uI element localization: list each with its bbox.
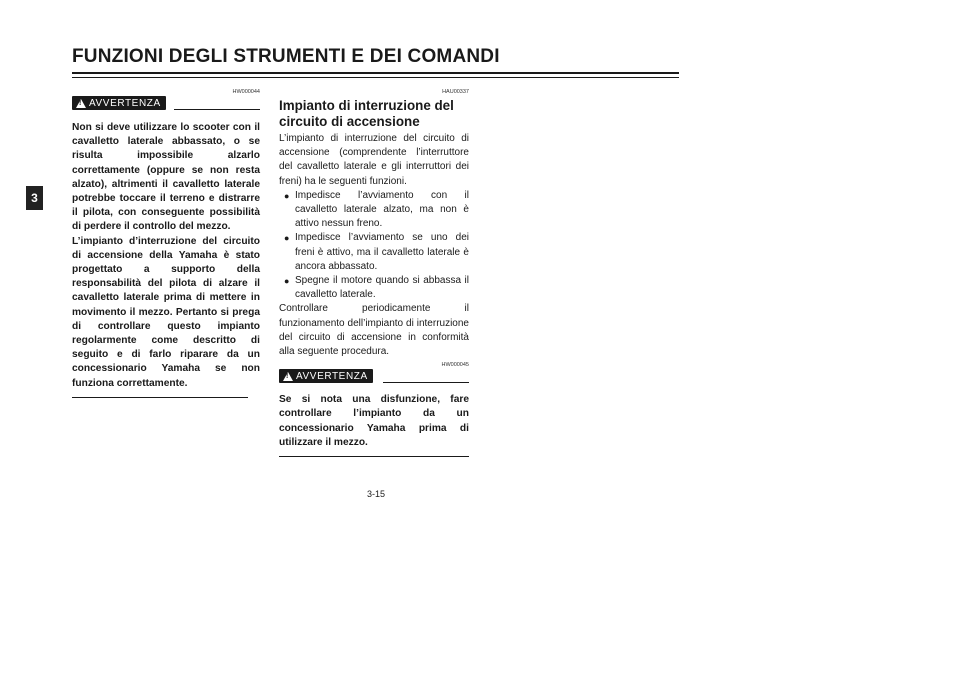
list-item: ● Spegne il motore quando si abbassa il cavalletto laterale. bbox=[284, 275, 469, 301]
warning-end-rule bbox=[279, 456, 469, 457]
section-code: HAU00337 bbox=[442, 89, 469, 95]
warning-label: AVVERTENZA bbox=[89, 97, 161, 109]
warning-paragraph: Se si nota una disfunzione, fare controllare l’impianto da un concessionario Yamaha prima di utilizzare il mezzo. bbox=[279, 394, 469, 448]
warning-paragraph: Non si deve utilizzare lo scooter con il cavalletto laterale abbassato, o se risulta impossibile alzarlo correttamente (oppure se non resta alzato), altrimenti il cavalletto laterale potrebbe toccare il terreno e distrarre il pilota, con conseguente possibilità di perdere il controllo del mezzo. bbox=[72, 122, 260, 233]
warning-label: AVVERTENZA bbox=[296, 370, 368, 382]
middle-column bbox=[279, 88, 469, 457]
chapter-tab: 3 bbox=[26, 186, 43, 210]
warning-header-rule bbox=[174, 109, 260, 110]
title-rule-thick bbox=[72, 72, 679, 74]
list-item: ● Impedisce l’avviamento con il cavalletto laterale alzato, ma non è attivo nessun freno. bbox=[284, 189, 469, 230]
warning-code: HW000045 bbox=[441, 362, 469, 369]
page-number: 3-15 bbox=[367, 489, 386, 499]
bullet-icon: ● bbox=[284, 233, 290, 244]
warning-triangle-icon bbox=[283, 372, 293, 381]
function-list bbox=[279, 189, 469, 303]
section-intro: L’impianto di interruzione del circuito di accensione (comprendente l’interruttore del cavalletto laterale e gli interruttori dei freni) ha le seguenti funzioni. bbox=[279, 133, 469, 187]
bullet-icon: ● bbox=[284, 190, 290, 201]
warning-header bbox=[279, 369, 469, 385]
title-rule-thin bbox=[72, 77, 679, 78]
warning-header-rule bbox=[383, 382, 469, 383]
warning-header bbox=[72, 96, 260, 112]
warning-triangle-icon bbox=[76, 99, 86, 108]
page-title: FUNZIONI DEGLI STRUMENTI E DEI COMANDI bbox=[72, 46, 500, 67]
list-item: ● Impedisce l’avviamento se uno dei freni è attivo, ma il cavalletto laterale è ancora abbassato. bbox=[284, 232, 469, 272]
bullet-icon: ● bbox=[284, 276, 290, 287]
warning-badge bbox=[279, 369, 373, 383]
warning-paragraph: L’impianto d’interruzione del circuito di accensione della Yamaha è stato progettato a supporto della responsabilità del pilota di alzare il cavalletto laterale prima di mettere in movimento il mezzo. Pertanto si prega di controllare questo impianto regolarmente come descritto di seguito e di farlo riparare da un concessionario Yamaha se non funziona correttamente. bbox=[72, 235, 260, 389]
warning-end-rule bbox=[72, 397, 248, 398]
warning-badge bbox=[72, 96, 166, 110]
section-outro: Controllare periodicamente il funzionamento dell’impianto di interruzione del circuito di accensione in conformità alla seguente procedura. bbox=[279, 303, 469, 358]
section-title: Impianto di interruzione del circuito di accensione bbox=[279, 98, 454, 129]
left-column bbox=[72, 88, 260, 398]
warning-code: HW000044 bbox=[232, 89, 260, 95]
